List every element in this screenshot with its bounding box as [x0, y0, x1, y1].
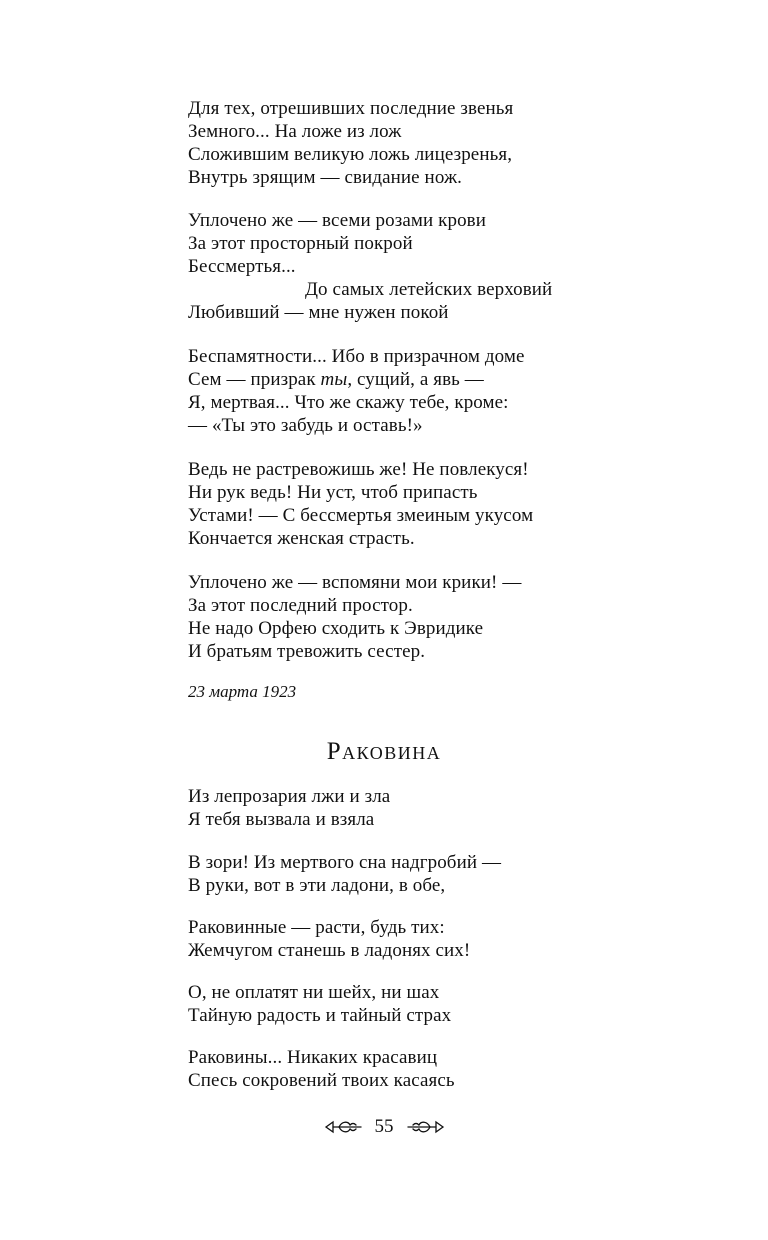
- verse-line-indented: До самых летейских верховий: [305, 279, 553, 300]
- verse-line: В зори! Из мертвого сна надгробий —: [188, 852, 502, 873]
- verse-line: Кончается женская страсть.: [188, 528, 415, 549]
- verse-line: Земного... На ложе из лож: [188, 121, 402, 142]
- poem2-stanza-1: [188, 785, 708, 831]
- verse-line: Я тебя вызвала и взяла: [188, 809, 375, 830]
- poem1-stanza-5: [188, 571, 708, 663]
- verse-line: Я, мертвая... Что же скажу тебе, кроме:: [188, 392, 509, 413]
- poem1-stanza-2: [188, 209, 708, 324]
- verse-line: Ведь не растревожишь же! Не повлекуся!: [188, 459, 529, 480]
- poem1-stanza-1: [188, 97, 708, 189]
- verse-line: И братьям тревожить сестер.: [188, 641, 426, 662]
- verse-line: Уплочено же — всеми розами крови: [188, 210, 487, 231]
- verse-line: Спесь сокровений твоих касаясь: [188, 1070, 455, 1091]
- verse-line: Бессмертья...: [188, 256, 296, 277]
- verse-line: Из лепрозария лжи и зла: [188, 786, 391, 807]
- verse-line: Сложившим великую ложь лицезренья,: [188, 144, 513, 165]
- poem2-stanza-5: [188, 1046, 708, 1092]
- verse-line: Не надо Орфею сходить к Эвридике: [188, 618, 484, 639]
- verse-line: Раковинные — расти, будь тих:: [188, 917, 445, 938]
- verse-line: О, не оплатят ни шейх, ни шах: [188, 982, 440, 1003]
- verse-line: В руки, вот в эти ладони, в обе,: [188, 875, 446, 896]
- verse-line: Ни рук ведь! Ни уст, чтоб припасть: [188, 482, 478, 503]
- emphasized-word: ты: [320, 369, 348, 390]
- verse-line: Жемчугом станешь в ладонях сих!: [188, 940, 471, 961]
- poem2-stanza-3: [188, 916, 708, 962]
- poem2-stanza-4: [188, 981, 708, 1027]
- verse-line-with-emphasis: [188, 368, 708, 391]
- poem-title: Раковина: [326, 738, 442, 765]
- page-footer: [0, 1116, 768, 1138]
- verse-line: За этот последний простор.: [188, 595, 413, 616]
- fleuron-right-icon: [406, 1118, 446, 1136]
- verse-line: Беспамятности... Ибо в призрачном доме: [188, 346, 525, 367]
- verse-line: За этот просторный покрой: [188, 233, 413, 254]
- verse-line: — «Ты это забудь и оставь!»: [188, 415, 423, 436]
- verse-line: Любивший — мне нужен покой: [188, 302, 449, 323]
- verse-line: Внутрь зрящим — свидание нож.: [188, 167, 463, 188]
- poem2-stanza-2: [188, 851, 708, 897]
- poem-date: 23 марта 1923: [188, 682, 297, 701]
- verse-fragment: Сем — призрак: [188, 369, 321, 390]
- verse-line: Устами! — С бессмертья змеиным укусом: [188, 505, 534, 526]
- verse-line: Уплочено же — вспомяни мои крики! —: [188, 572, 522, 593]
- verse-fragment: , сущий, а явь —: [347, 369, 484, 390]
- fleuron-left-icon: [323, 1118, 363, 1136]
- verse-line: Раковины... Никаких красавиц: [188, 1047, 438, 1068]
- page-number: 55: [374, 1116, 394, 1137]
- poem1-stanza-3: [188, 345, 708, 437]
- verse-line: Тайную радость и тайный страх: [188, 1005, 452, 1026]
- verse-line: Для тех, отрешивших последние звенья: [188, 98, 514, 119]
- poem1-stanza-4: [188, 458, 708, 550]
